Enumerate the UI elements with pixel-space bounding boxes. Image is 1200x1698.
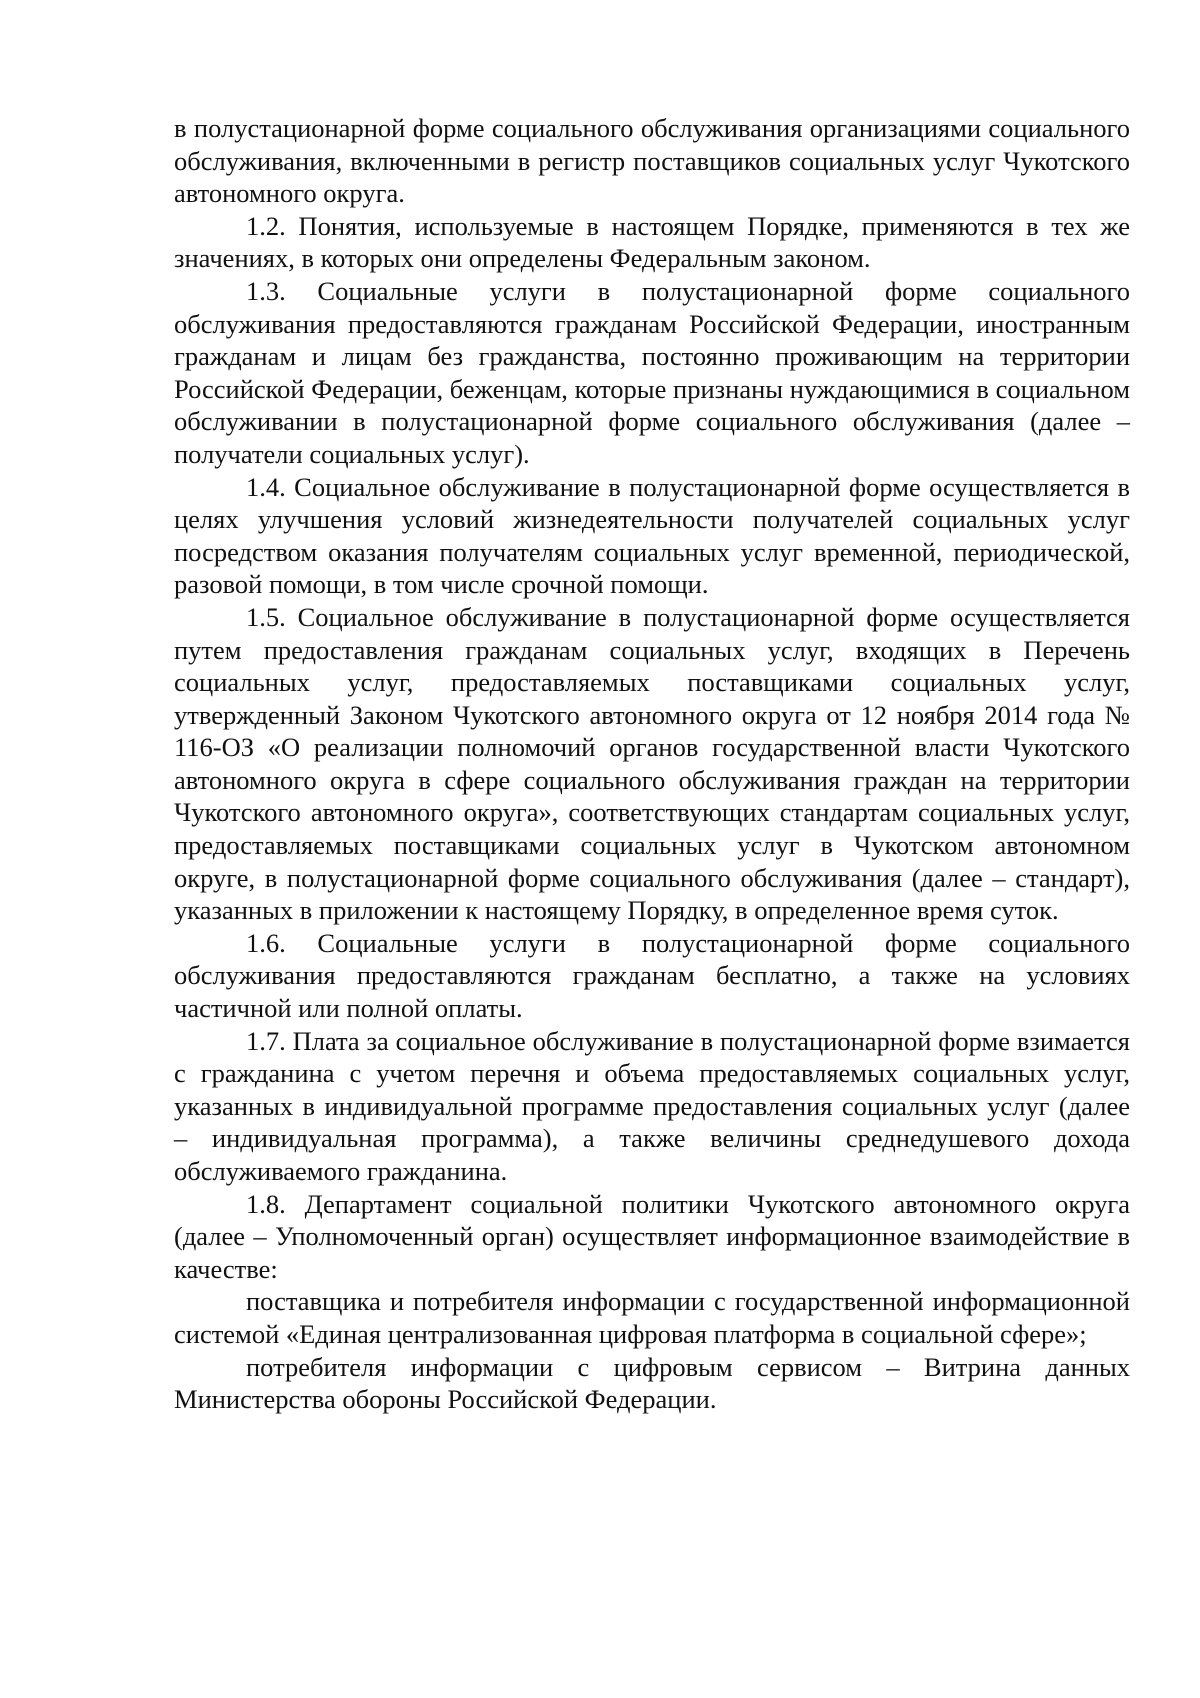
- paragraph-1-8: 1.8. Департамент социальной политики Чукотского автономного округа (далее – Уполномоченный орган) осуществляет информационное взаимодействие в качестве:: [174, 1188, 1130, 1284]
- list-item-consumer: потребителя информации с цифровым сервисом – Витрина данных Министерства обороны Российской Федерации.: [174, 1351, 1130, 1415]
- paragraph-1-5: 1.5. Социальное обслуживание в полустационарной форме осуществляется путем предоставления гражданам социальных услуг, входящих в Перечень социальных услуг, предоставляемых поставщиками социальных услуг, утвержденный Законом Чукотского автономного округа от 12 ноября 2014 года № 116-ОЗ «О реализации полномочий органов государственной власти Чукотского автономного округа в сфере социального обслуживания граждан на территории Чукотского автономного округа», соответствующих стандартам социальных услуг, предоставляемых поставщиками социальных услуг в Чукотском автономном округе, в полустационарной форме социального обслуживания (далее – стандарт), указанных в приложении к настоящему Порядку, в определенное время суток.: [174, 601, 1130, 926]
- paragraph-1-4: 1.4. Социальное обслуживание в полустационарной форме осуществляется в целях улучшения условий жизнедеятельности получателей социальных услуг посредством оказания получателям социальных услуг временной, периодической, разовой помощи, в том числе срочной помощи.: [174, 471, 1130, 600]
- document-page: [174, 112, 1130, 1416]
- list-item-supplier-consumer: поставщика и потребителя информации с государственной информационной системой «Единая централизованная цифровая платформа в социальной сфере»;: [174, 1286, 1130, 1349]
- paragraph-1-6: 1.6. Социальные услуги в полустационарной форме социального обслуживания предоставляются гражданам бесплатно, а также на условиях частичной или полной оплаты.: [174, 927, 1130, 1024]
- paragraph-1-2: 1.2. Понятия, используемые в настоящем Порядке, применяются в тех же значениях, в которых они определены Федеральным законом.: [174, 210, 1130, 274]
- paragraph-1-7: 1.7. Плата за социальное обслуживание в полустационарной форме взимается с гражданина с учетом перечня и объема предоставляемых социальных услуг, указанных в индивидуальной программе предоставления социальных услуг (далее – индивидуальная программа), а также величины среднедушевого дохода обслуживаемого гражданина.: [174, 1025, 1130, 1186]
- paragraph-continuation: в полустационарной форме социального обслуживания организациями социального обслуживания, включенными в регистр поставщиков социальных услуг Чукотского автономного округа.: [174, 113, 1130, 209]
- paragraph-1-3: 1.3. Социальные услуги в полустационарной форме социального обслуживания предоставляются гражданам Российской Федерации, иностранным гражданам и лицам без гражданства, постоянно проживающим на территории Российской Федерации, беженцам, которые признаны нуждающимися в социальном обслуживании в полустационарной форме социального обслуживания (далее – получатели социальных услуг).: [174, 275, 1130, 469]
